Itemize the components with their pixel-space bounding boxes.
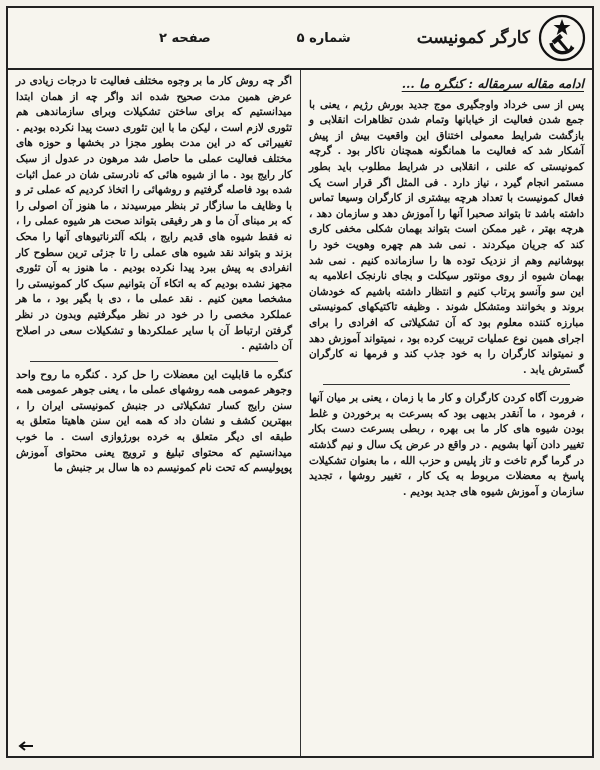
page-number: صفحه ۲ <box>159 30 211 46</box>
right-column <box>300 70 592 756</box>
right-paragraph-1: پس از سی خرداد واوجگیری موج جدید بورش رژیم ، یعنی با جمع شدن فعالیت از خیابانها وتمام شدن تظاهرات انقلابی و بازگشت شرایط معمولی اختناق این واقعیت بیش از پیش آشکار شد که فعالیت ما همانگونه همچنان ناکار بود . گرچه کمونیستی که علنی ، انقلابی در شرایط مطلوب باید بطور مستمر انجام گیرد ، نیاز دارد . فی المثل اگر قرار است یک فعال کمونیست با تعداد هرچه بیشتری از کارگران وسیعا تماس داشته باشد تا بتواند صحبرا آنها را آموزش دهد و سازمان دهد ، هرچه بهتر ، غیر ممکن است بتواند بهمان شکلی مخفی کاری کند که جریان میکردند . نمی شد هم چهره وهویت خود را بپوشانیم وهم از نزدیک توده ها را سازمانده کنیم . نمی شد بهمان شیوه از روی مونتور سیکلت و بجای نارنجک اعلامیه به این سو وآنسو پرتاب کنیم و انتظار داشته باشیم که خودشان بروند و بخوانند ومتشکل شوند . وظیفه تاکتیکهای کمونیستی مبارزه کننده معلوم بود که آن تشکیلاتی که افرادی را برای اجرای همین نوع عملیات تربیت کرده بود ، نمیتواند آموزش دهد و نمیتواند کارگران را به خود جذب کند و فرمها نه کارگران گسترش یابد . <box>309 98 584 376</box>
newspaper-title: کارگر کمونیست <box>416 28 530 48</box>
article-columns <box>8 70 592 756</box>
left-paragraph-1: اگر چه روش کار ما بر وجوه مختلف فعالیت تا درجات زیادی در عرض همین مدت صحیح شده اند واگر چه از همان ابتدا میدانستیم که برای ساختن تشکیلات وبرای سازماندهی هم تئوری لازم است ، لیکن ما با این تئوری دست پیدا نکرده بودیم . تغییراتی که در این مدت بطور مجزا در بخشها و حوزه های مختلف فعالیت عملی ما حاصل شد مرهون در عدول از سبک کار رایج بود . ما از شیوه هائی که نادرستی شان در عمل اثبات شده بود فاصله گرفتیم و روشهائی را اتخاذ کردیم که عملی تر و با وظایف ما سازگار تر بنظر میرسیدند ، ما هنوز آن اصولی را که بر مبنای آن ما و هر رفیقی بتواند صحت هر شیوه عملی را ، نه فقط شیوه های قدیم رایج ، بلکه آلترناتیوهای آنها را محک بزند و بتواند نقد شیوه های عملی را تا جزئی ترین سطوح کار انفرادی به پیش ببرد پیدا نکرده بودیم . ما هنوز به آن تئوری مجهز نشده بودیم که به اتکاء آن بتوانیم سبک کار کمونیستی را مشخصا معین کنیم . نقد عملی ما ، دی با بگیر بود ، ما هر عملکرد مخصی را در خود در نظر میگرفتیم وبدون در نظر گرفتن ارتباط آن با سایر عملکردها و تشکیلات سعی در اصلاح آن داشتیم . <box>16 75 292 353</box>
newspaper-page <box>6 6 594 758</box>
continued-arrow-icon <box>18 740 34 752</box>
hammer-sickle-star-icon <box>538 14 586 62</box>
article-headline: ادامه مقاله سرمقاله : کنگره ما ... <box>401 76 584 91</box>
left-paragraph-2: کنگره ما قابلیت این معضلات را حل کرد . کنگره ما روح واحد وجوهر عمومی همه روشهای عملی ما ، یعنی جوهر عمومی همه سنن رایج کسار تشکیلاتی در جنبش کمونیستی ایران را ، ببهترین کشف و نشان داد که همه این سنن هاهیتا متعلق به طبقه ای دیگر متعلق به خرده بورژوازی است . ما خوب میدانستیم که محتوای تبلیغ و ترویج یعنی محتوای آموزش پوپولیسم که تحت نام کمونیسم ده ها سال بر جنبش ما <box>16 368 292 475</box>
issue-number: شماره ۵ <box>296 30 351 46</box>
masthead <box>8 8 592 70</box>
paragraph-divider <box>30 361 278 362</box>
left-column <box>8 70 300 756</box>
right-paragraph-2: ضرورت آگاه کردن کارگران و کار ما با زمان ، یعنی بر میان آنها ، فرمود ، ما آنقدر بدیهی بود که بسرعت به برخوردن و غلط بودن شیوه های کار ما بی بهره ، ربطی بسرعت دست بکار تغییر دادن آنها بشویم . در واقع در عرض یک سال و نیم گذشته در گرما گرم تاخت و تاز پلیس و حزب الله ، ما بعنوان تشکیلات پاسخ به معضلات مربوط به یک کار ، تغییر روشها ، تجدید سازمان و آموزش شیوه های جدید بودیم . <box>309 392 584 498</box>
paragraph-divider <box>323 384 571 385</box>
